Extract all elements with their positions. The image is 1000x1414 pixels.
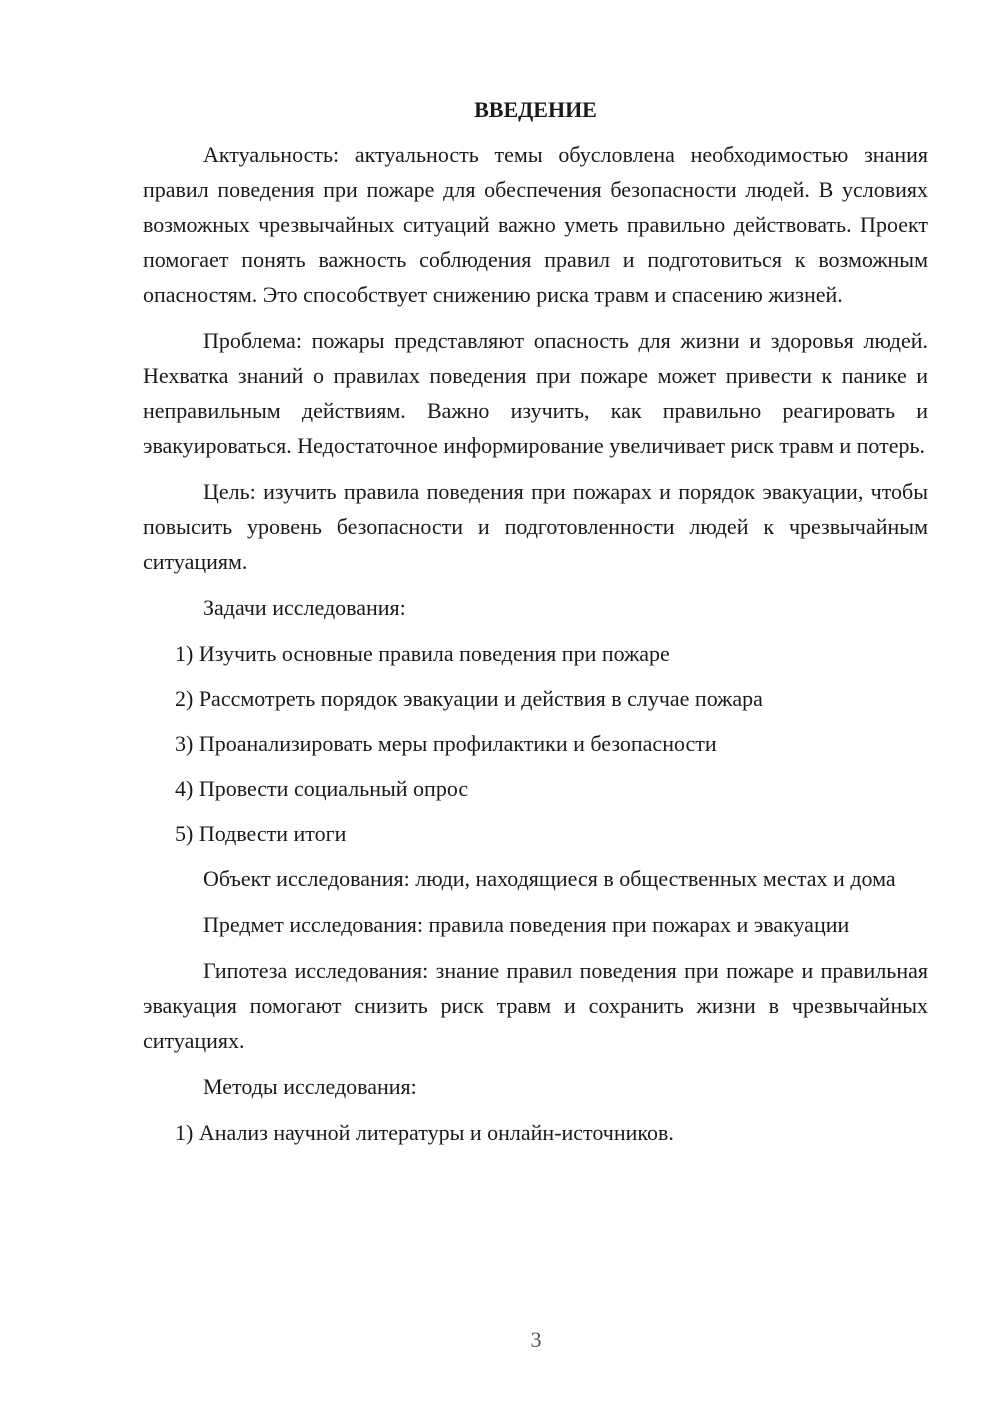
subject-paragraph: Предмет исследования: правила поведения при пожарах и эвакуации [203,912,850,937]
list-item: 4) Провести социальный опрос [175,776,469,801]
list-item: 1) Изучить основные правила поведения при пожаре [175,641,670,666]
tasks-list [143,636,928,851]
section-heading: ВВЕДЕНИЕ [474,97,597,122]
list-item: 5) Подвести итоги [175,821,347,846]
hypothesis-paragraph: Гипотеза исследования: знание правил поведения при пожаре и правильная эвакуация помогают снизить риск травм и сохранить жизни в чрезвычайных ситуациях. [143,958,928,1053]
page-content [143,92,928,1160]
list-item: 1) Анализ научной литературы и онлайн-источников. [175,1120,674,1145]
methods-list [143,1115,928,1150]
object-paragraph: Объект исследования: люди, находящиеся в общественных местах и дома [203,866,896,891]
relevance-paragraph: Актуальность: актуальность темы обусловлена необходимостью знания правил поведения при пожаре для обеспечения безопасности людей. В условиях возможных чрезвычайных ситуаций важно уметь правильно действовать. Проект помогает понять важность соблюдения правил и подготовиться к возможным опасностям. Это способствует снижению риска травм и спасению жизней. [143,142,928,307]
list-item: 3) Проанализировать меры профилактики и безопасности [175,731,717,756]
page-number: 3 [530,1327,542,1352]
goal-paragraph: Цель: изучить правила поведения при пожарах и порядок эвакуации, чтобы повысить уровень безопасности и подготовленности людей к чрезвычайным ситуациям. [143,479,928,574]
list-item: 2) Рассмотреть порядок эвакуации и действия в случае пожара [175,686,763,711]
tasks-intro: Задачи исследования: [203,595,406,620]
methods-intro: Методы исследования: [203,1074,417,1099]
problem-paragraph: Проблема: пожары представляют опасность для жизни и здоровья людей. Нехватка знаний о правилах поведения при пожаре может привести к панике и неправильным действиям. Важно изучить, как правильно реагировать и эвакуироваться. Недостаточное информирование увеличивает риск травм и потерь. [143,328,928,458]
